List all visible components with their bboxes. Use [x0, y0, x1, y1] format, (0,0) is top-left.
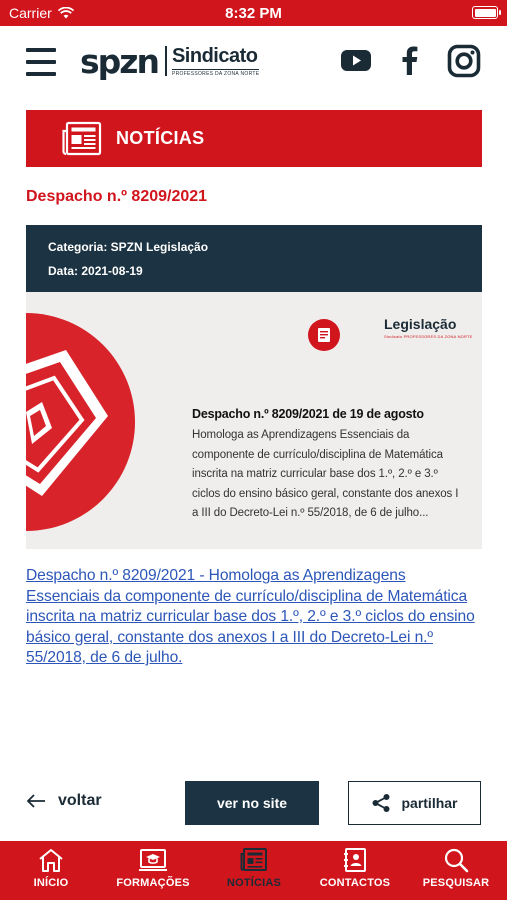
- search-icon: [443, 847, 469, 873]
- logo-mark: spzn: [80, 41, 158, 81]
- menu-icon[interactable]: [26, 48, 56, 76]
- carrier-label: Carrier: [9, 5, 52, 21]
- home-icon: [37, 847, 65, 873]
- status-bar: [0, 0, 507, 26]
- article-date: Data: 2021-08-19: [48, 264, 143, 278]
- tab-noticias[interactable]: [220, 841, 288, 900]
- app-header: [0, 26, 507, 102]
- image-body: Homologa as Aprendizagens Essenciais da componente de currículo/disciplina de Matemática inscrita na matriz curricular base dos 1.º, 2.º e 3.º ciclos do ensino básico geral, constante dos anexos I a III do Decreto-Lei n.º 55/2018, de 6 de julho...: [192, 429, 459, 519]
- article-category: Categoria: SPZN Legislação: [48, 240, 209, 254]
- share-label: partilhar: [401, 795, 458, 811]
- featured-image: [26, 292, 482, 549]
- law-book-graphic: [26, 292, 166, 549]
- logo-name: Sindicato: [171, 44, 258, 67]
- tab-pesquisar[interactable]: [414, 841, 498, 900]
- tab-label: PESQUISAR: [422, 877, 490, 889]
- image-label: Legislação: [384, 316, 457, 332]
- section-title: NOTÍCIAS: [116, 128, 205, 148]
- spzn-logo[interactable]: [80, 41, 260, 81]
- article-title: Despacho n.º 8209/2021: [26, 188, 208, 205]
- graduation-icon: [138, 847, 168, 873]
- instagram-icon[interactable]: [447, 44, 481, 78]
- tab-label: INÍCIO: [33, 877, 69, 889]
- back-label: voltar: [58, 792, 102, 809]
- section-banner: [26, 110, 482, 167]
- back-button[interactable]: [26, 792, 102, 810]
- tab-label: NOTÍCIAS: [226, 877, 282, 889]
- article-meta: [26, 225, 482, 292]
- contacts-icon: [342, 847, 368, 873]
- newspaper-icon: [62, 121, 102, 157]
- share-button[interactable]: [348, 781, 481, 825]
- logo-subtitle: PROFESSORES DA ZONA NORTE: [171, 70, 260, 77]
- arrow-left-icon: [26, 794, 46, 808]
- tab-inicio[interactable]: [21, 841, 81, 900]
- tab-bar: [0, 841, 507, 900]
- tab-formacoes[interactable]: [106, 841, 200, 900]
- tab-label: FORMAÇÕES: [116, 877, 190, 889]
- youtube-icon[interactable]: [340, 44, 372, 76]
- facebook-icon[interactable]: [395, 44, 425, 76]
- clock: 8:32 PM: [225, 5, 282, 22]
- view-site-button[interactable]: [185, 781, 319, 825]
- battery-icon: [472, 6, 498, 19]
- share-icon: [371, 793, 391, 813]
- image-heading: Despacho n.º 8209/2021 de 19 de agosto: [192, 407, 424, 421]
- article-link[interactable]: Despacho n.º 8209/2021 - Homologa as Aprendizagens Essenciais da componente de currículo/disciplina de Matemática inscrita na matriz curricular base dos 1.º, 2.º e 3.º ciclos do ensino básico geral, constante dos anexos I a III do Decreto-Lei n.º 55/2018, de 6 de julho.: [26, 567, 475, 666]
- newspaper-icon: [240, 847, 268, 873]
- image-label-sub: Sindicato PROFESSORES DA ZONA NORTE: [384, 334, 473, 339]
- legislation-badge-icon: [308, 319, 340, 351]
- tab-label: CONTACTOS: [319, 877, 391, 889]
- view-site-label: ver no site: [216, 795, 288, 811]
- tab-contactos[interactable]: [311, 841, 399, 900]
